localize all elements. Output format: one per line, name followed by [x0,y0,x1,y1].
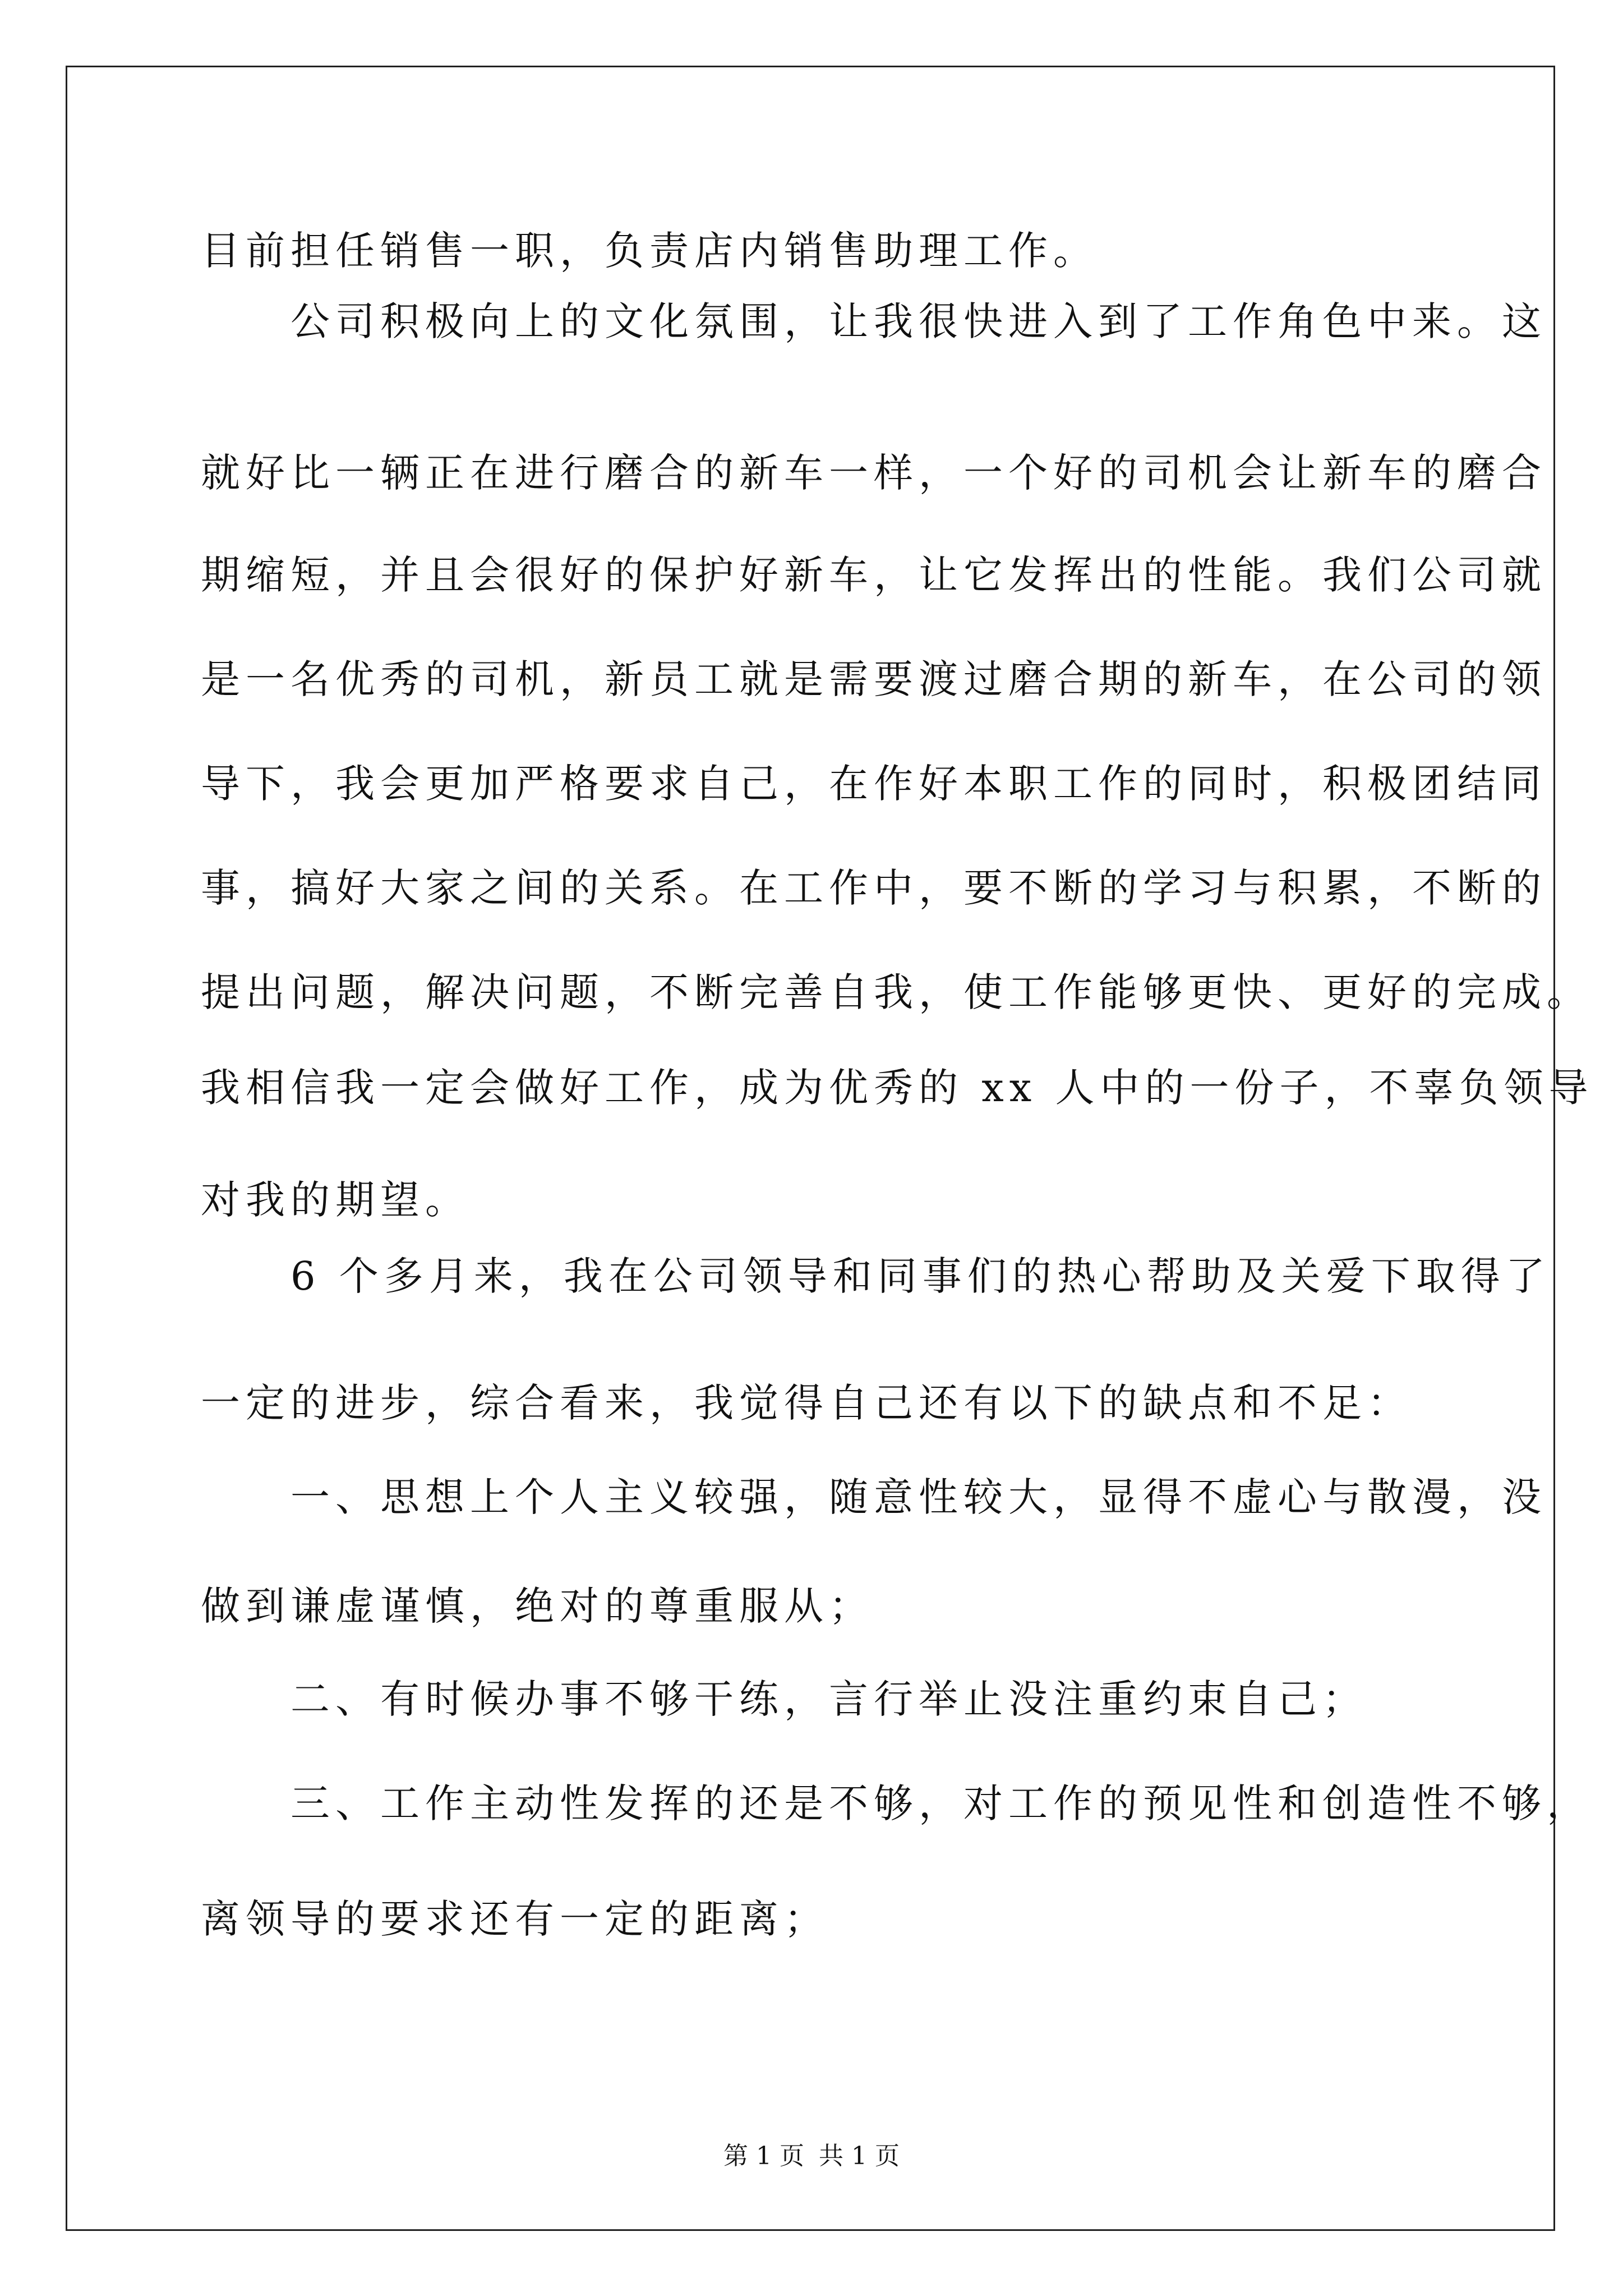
text-line: 做到谦虚谨慎，绝对的尊重服从； [201,1583,874,1629]
page-footer [0,2144,1623,2169]
text-line: 就好比一辆正在进行磨合的新车一样，一个好的司机会让新车的磨合 [201,450,1547,496]
text-line: 目前担任销售一职，负责店内销售助理工作。 [201,228,1098,274]
text-line: 三、工作主动性发挥的还是不够，对工作的预见性和创造性不够， [201,1780,1592,1826]
text-line: 事，搞好大家之间的关系。在工作中，要不断的学习与积累，不断的 [201,865,1547,911]
text-line: 期缩短，并且会很好的保护好新车，让它发挥出的性能。我们公司就 [201,552,1547,598]
text-line: 提出问题，解决问题，不断完善自我，使工作能够更快、更好的完成。 [201,969,1592,1015]
text-line: 公司积极向上的文化氛围，让我很快进入到了工作角色中来。这 [201,298,1547,344]
text-line: 一、思想上个人主义较强，随意性较大，显得不虚心与散漫，没 [201,1474,1547,1520]
text-line: 对我的期望。 [201,1177,470,1223]
text-line: 一定的进步，综合看来，我觉得自己还有以下的缺点和不足： [201,1380,1412,1426]
page-number: 第 1 页 [723,2142,804,2170]
text-line: 导下，我会更加严格要求自己，在作好本职工作的同时，积极团结同 [201,761,1547,807]
text-line: 二、有时候办事不够干练，言行举止没注重约束自己； [201,1676,1367,1722]
text-line: 是一名优秀的司机，新员工就是需要渡过磨合期的新车，在公司的领 [201,656,1547,702]
page-total: 共 1 页 [819,2142,900,2170]
text-line: 6 个多月来，我在公司领导和同事们的热心帮助及关爱下取得了 [201,1253,1551,1299]
text-line: 离领导的要求还有一定的距离； [201,1896,829,1942]
text-line: 我相信我一定会做好工作，成为优秀的 xx 人中的一份子，不辜负领导 [201,1065,1594,1111]
